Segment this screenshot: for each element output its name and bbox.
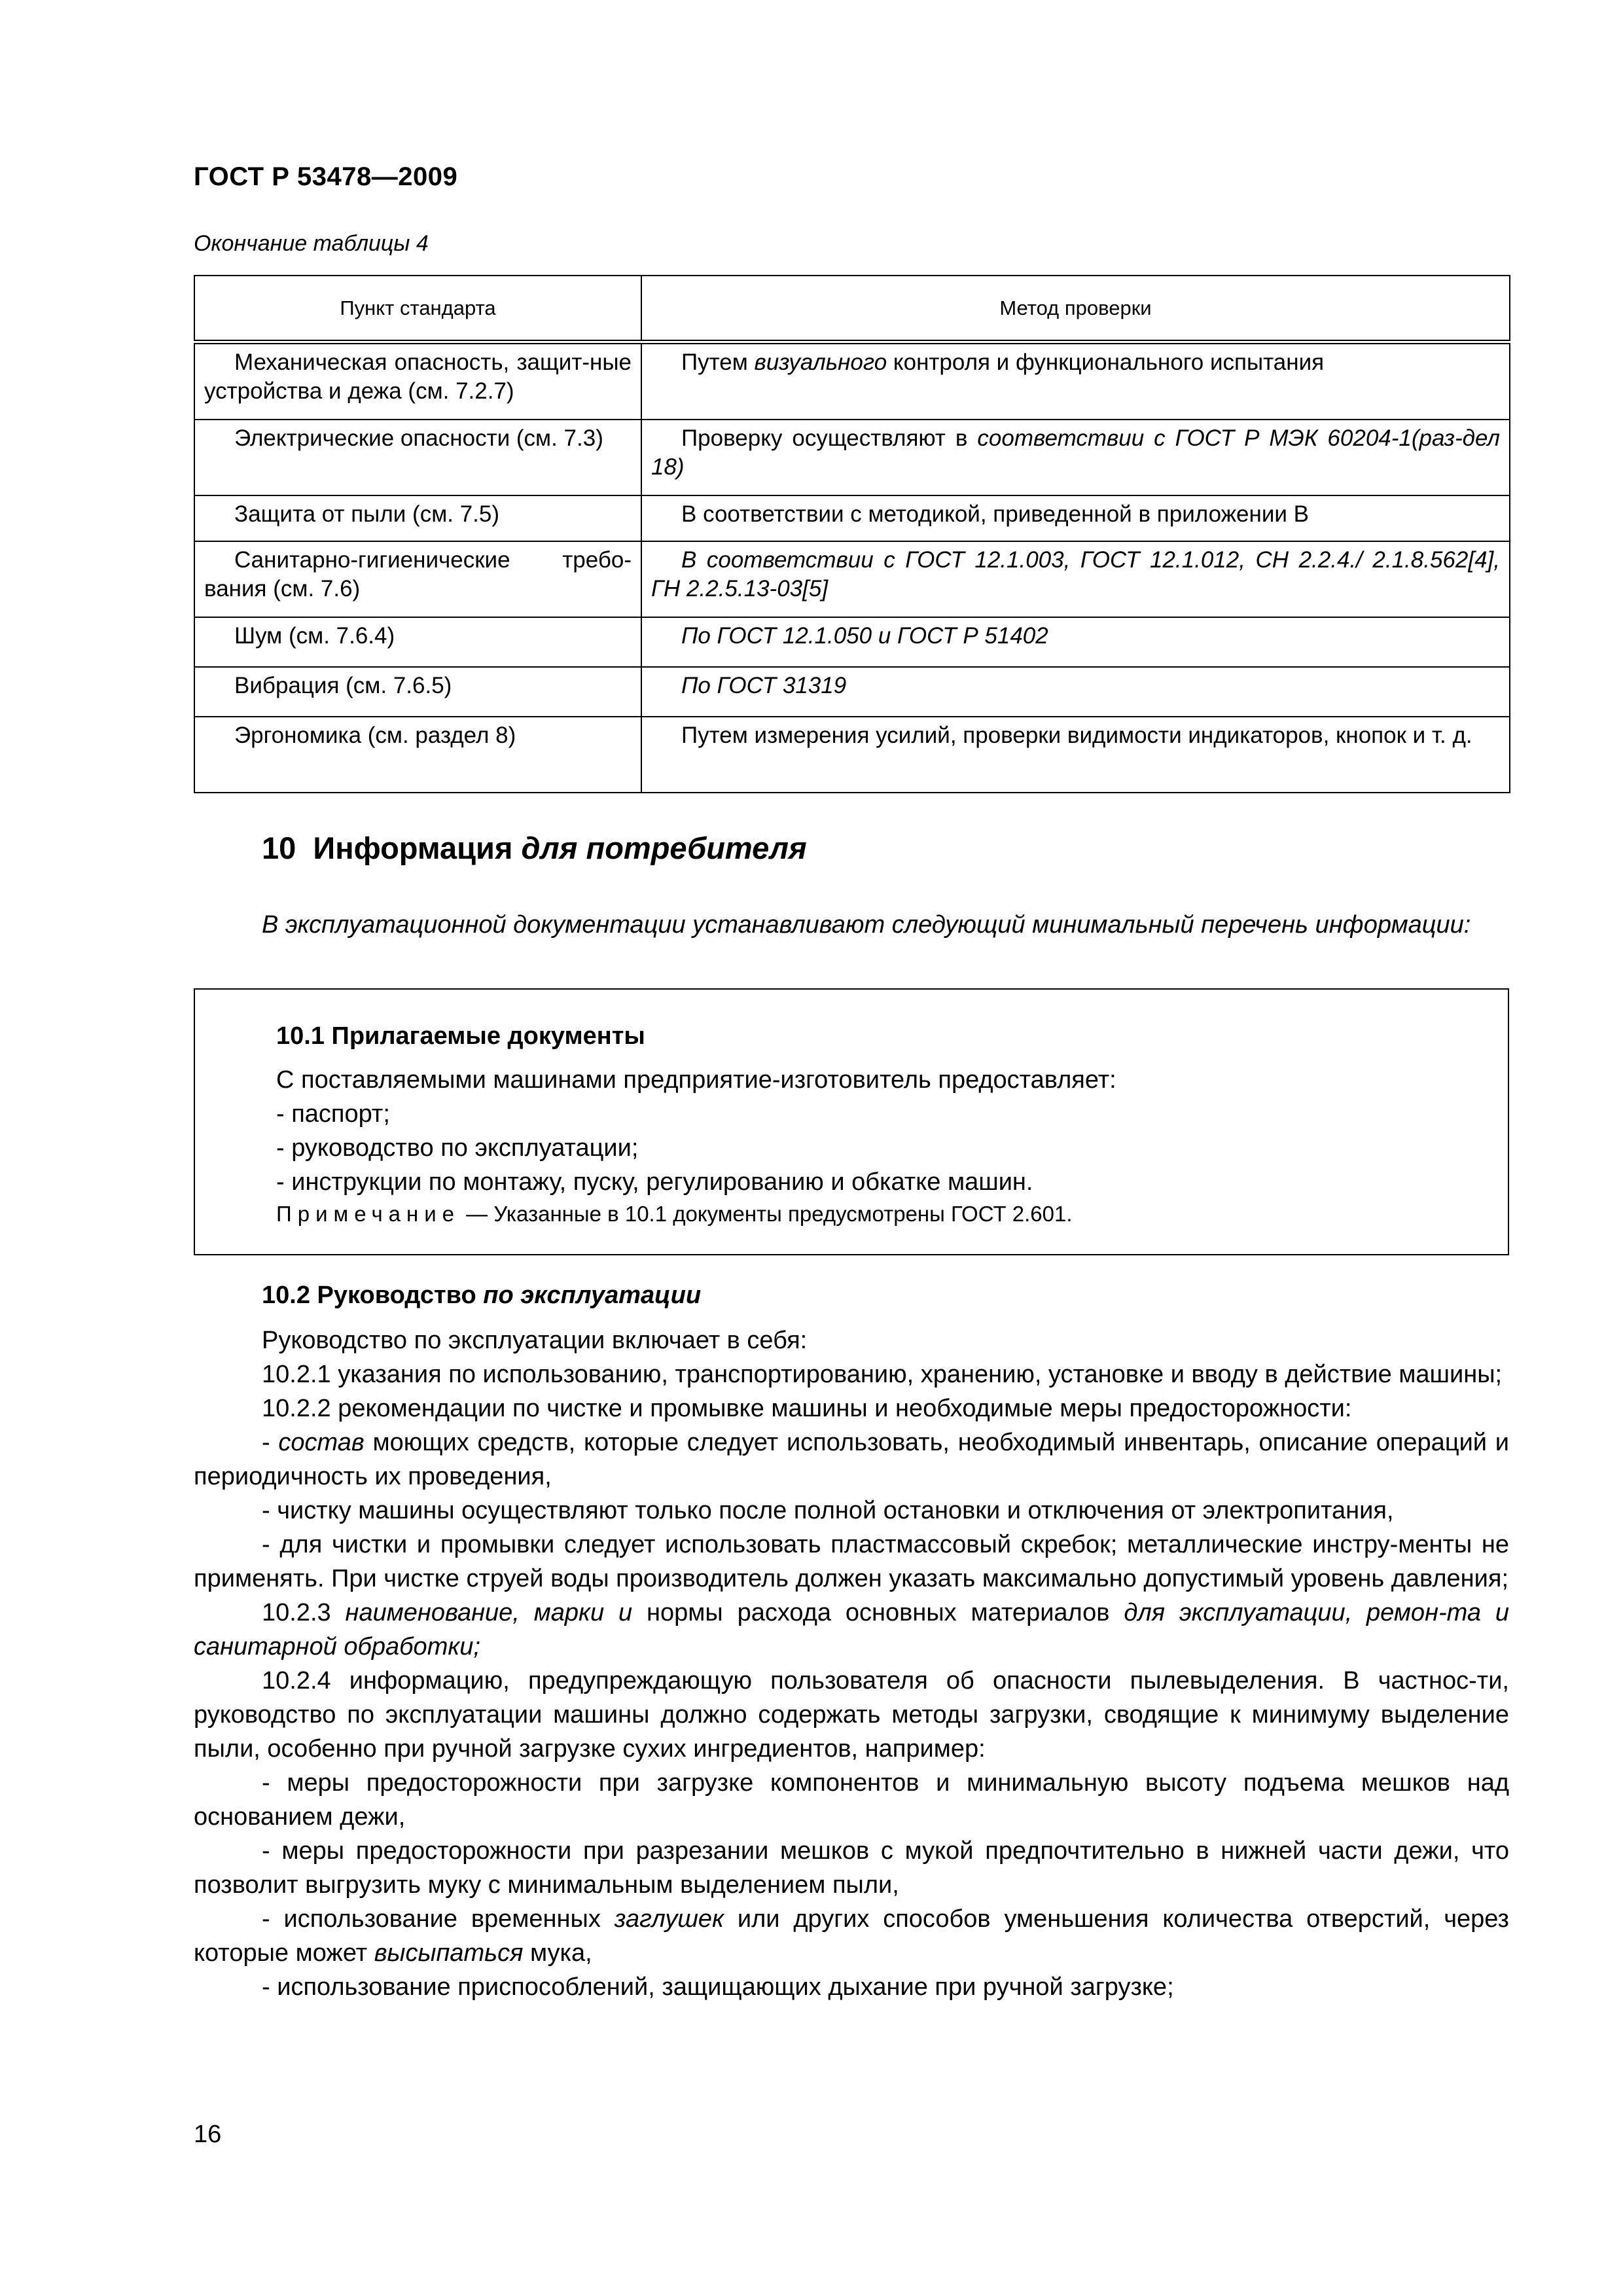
table-cell-method xyxy=(641,495,1510,541)
section-10-2-body xyxy=(194,1323,1509,2004)
table-cell-method xyxy=(641,717,1510,793)
method-text: В соответствии с ГОСТ 12.1.003, ГОСТ 12.1.012, СН 2.2.4./ 2.1.8.562[4], ГН 2.2.5.13-03[5] xyxy=(651,547,1500,601)
method-text: В соответствии с методикой, приведенной в приложении В xyxy=(681,501,1310,527)
item-text: Санитарно-гигиенические требо-вания (см. 7.6) xyxy=(204,547,632,601)
table-row xyxy=(194,541,1510,617)
table-cell-item xyxy=(194,420,641,495)
note-label: Примечание xyxy=(276,1202,461,1226)
table-row xyxy=(194,617,1510,667)
item-text: Вибрация (см. 7.6.5) xyxy=(234,673,452,698)
body-paragraph xyxy=(194,1494,1509,1528)
item-text: Защита от пыли (см. 7.5) xyxy=(234,501,500,527)
paragraph-text: нормы расхода основных материалов xyxy=(632,1599,1124,1626)
paragraph-text: моющих средств, которые следует использовать, необходимый инвентарь, описание операций и периодичность их проведения, xyxy=(194,1429,1509,1490)
paragraph-text: 10.2.2 рекомендации по чистке и промывке машины и необходимые меры предосторожности: xyxy=(262,1395,1352,1422)
method-text: По ГОСТ 31319 xyxy=(681,673,847,698)
paragraph-text: 10.2.3 xyxy=(262,1599,346,1626)
section-10-heading xyxy=(262,830,807,866)
table-cell-method xyxy=(641,617,1510,667)
table-row xyxy=(194,420,1510,495)
table-cell-method xyxy=(641,342,1510,420)
note-text: — Указанные в 10.1 документы предусмотрены ГОСТ 2.601. xyxy=(460,1202,1073,1226)
item-text: Механическая опасность, защит-ные устройства и дежа (см. 7.2.7) xyxy=(204,350,632,404)
verification-table xyxy=(194,275,1509,793)
body-paragraph xyxy=(194,1902,1509,1970)
section-10-2-title-italic: по эксплуатации xyxy=(483,1282,702,1309)
box-lead: С поставляемыми машинами предприятие-изготовитель предоставляет: xyxy=(276,1066,1116,1094)
table-row xyxy=(194,495,1510,541)
body-paragraph xyxy=(194,1426,1509,1494)
paragraph-text: - чистку машины осуществляют только после полной остановки и отключения от электропитания, xyxy=(262,1497,1394,1524)
table-row xyxy=(194,667,1510,717)
paragraph-text: - меры предосторожности при загрузке компонентов и минимальную высоту подъема мешков над основанием дежи, xyxy=(194,1769,1509,1831)
table-caption: Окончание таблицы 4 xyxy=(194,231,429,256)
list-item: - инструкции по монтажу, пуску, регулированию и обкатке машин. xyxy=(276,1168,1033,1196)
document-code: ГОСТ Р 53478—2009 xyxy=(194,162,458,191)
paragraph-text: наименование, марки и xyxy=(345,1599,633,1626)
paragraph-text: - использование временных xyxy=(262,1905,615,1933)
paragraph-text: высыпаться xyxy=(374,1939,524,1967)
section-10-title-regular: Информация xyxy=(313,831,513,865)
table-cell-item xyxy=(194,617,641,667)
table-cell-item xyxy=(194,342,641,420)
table-cell-method xyxy=(641,541,1510,617)
paragraph-text: 10.2.1 указания по использованию, транспортированию, хранению, установке и вводу в действие машины; xyxy=(262,1361,1503,1388)
list-item: - руководство по эксплуатации; xyxy=(276,1134,639,1162)
attached-documents-box xyxy=(194,988,1509,1255)
paragraph-text: заглушек xyxy=(614,1905,724,1933)
body-paragraph xyxy=(194,1391,1509,1426)
method-text: Путем измерения усилий, проверки видимости индикаторов, кнопок и т. д. xyxy=(681,723,1472,748)
body-paragraph xyxy=(194,1834,1509,1902)
paragraph-text: - для чистки и промывки следует использовать пластмассовый скребок; металлические инстру-менты не применять. При чистке струей воды производитель должен указать максимально допустимый уровень давления; xyxy=(194,1531,1509,1592)
section-10-intro: В эксплуатационной документации устанавливают следующий минимальный перечень информации: xyxy=(262,911,1471,939)
table-row xyxy=(194,717,1510,793)
item-text: Электрические опасности (см. 7.3) xyxy=(234,425,603,451)
method-text: Путем xyxy=(681,350,755,375)
method-text: визуального xyxy=(754,350,887,375)
method-text: Проверку осуществляют в xyxy=(681,425,978,451)
box-note xyxy=(276,1202,1073,1227)
table-row xyxy=(194,342,1510,420)
body-paragraph xyxy=(194,1528,1509,1596)
paragraph-text: для эксплуатации, ремон-та и санитарной обработки; xyxy=(194,1599,1510,1660)
table-cell-item xyxy=(194,541,641,617)
paragraph-text: - использование приспособлений, защищающих дыхание при ручной загрузке; xyxy=(262,1973,1174,2001)
section-10-2-title-regular: 10.2 Руководство xyxy=(262,1282,476,1309)
item-text: Шум (см. 7.6.4) xyxy=(234,623,395,649)
body-paragraph xyxy=(194,1766,1509,1834)
body-paragraph xyxy=(194,1357,1509,1391)
table-cell-item xyxy=(194,717,641,793)
body-paragraph xyxy=(194,1323,1509,1357)
method-text: контроля и функционального испытания xyxy=(887,350,1325,375)
body-paragraph xyxy=(194,1664,1509,1766)
column-header-method: Метод проверки xyxy=(641,276,1510,342)
paragraph-text: или других способов уменьшения количества отверстий, через которые может xyxy=(194,1905,1509,1967)
paragraph-text: - меры предосторожности при разрезании мешков с мукой предпочтительно в нижней части дежи, что позволит выгрузить муку с минимальным выделением пыли, xyxy=(194,1837,1509,1899)
body-paragraph xyxy=(194,1596,1509,1664)
table-cell-method xyxy=(641,667,1510,717)
table-cell-item xyxy=(194,667,641,717)
table-cell-item xyxy=(194,495,641,541)
paragraph-text: состав xyxy=(278,1429,365,1456)
body-paragraph xyxy=(194,1970,1509,2004)
table-cell-method xyxy=(641,420,1510,495)
box-content xyxy=(276,1063,1116,1199)
item-text: Эргономика (см. раздел 8) xyxy=(234,723,516,748)
paragraph-text: - xyxy=(262,1429,279,1456)
column-header-item: Пункт стандарта xyxy=(194,276,641,342)
paragraph-text: 10.2.4 информацию, предупреждающую пользователя об опасности пылевыделения. В частнос-ти, руководство по эксплуатации машины должно содержать методы загрузки, сводящие к минимуму выделение пыли, особенно при ручной загрузке сухих ингредиентов, например: xyxy=(194,1667,1509,1763)
section-10-number: 10 xyxy=(262,831,296,865)
method-text: По ГОСТ 12.1.050 и ГОСТ Р 51402 xyxy=(681,623,1048,649)
list-item: - паспорт; xyxy=(276,1100,390,1128)
page-number: 16 xyxy=(194,2121,222,2148)
paragraph-text: Руководство по эксплуатации включает в себя: xyxy=(262,1327,808,1354)
section-10-title-italic: для потребителя xyxy=(521,831,807,865)
paragraph-text: мука, xyxy=(523,1939,592,1967)
box-title: 10.1 Прилагаемые документы xyxy=(276,1022,645,1050)
method-text: соответствии с ГОСТ Р МЭК 60204-1(раз-дел 18) xyxy=(651,425,1500,480)
section-10-2-heading xyxy=(262,1282,701,1310)
